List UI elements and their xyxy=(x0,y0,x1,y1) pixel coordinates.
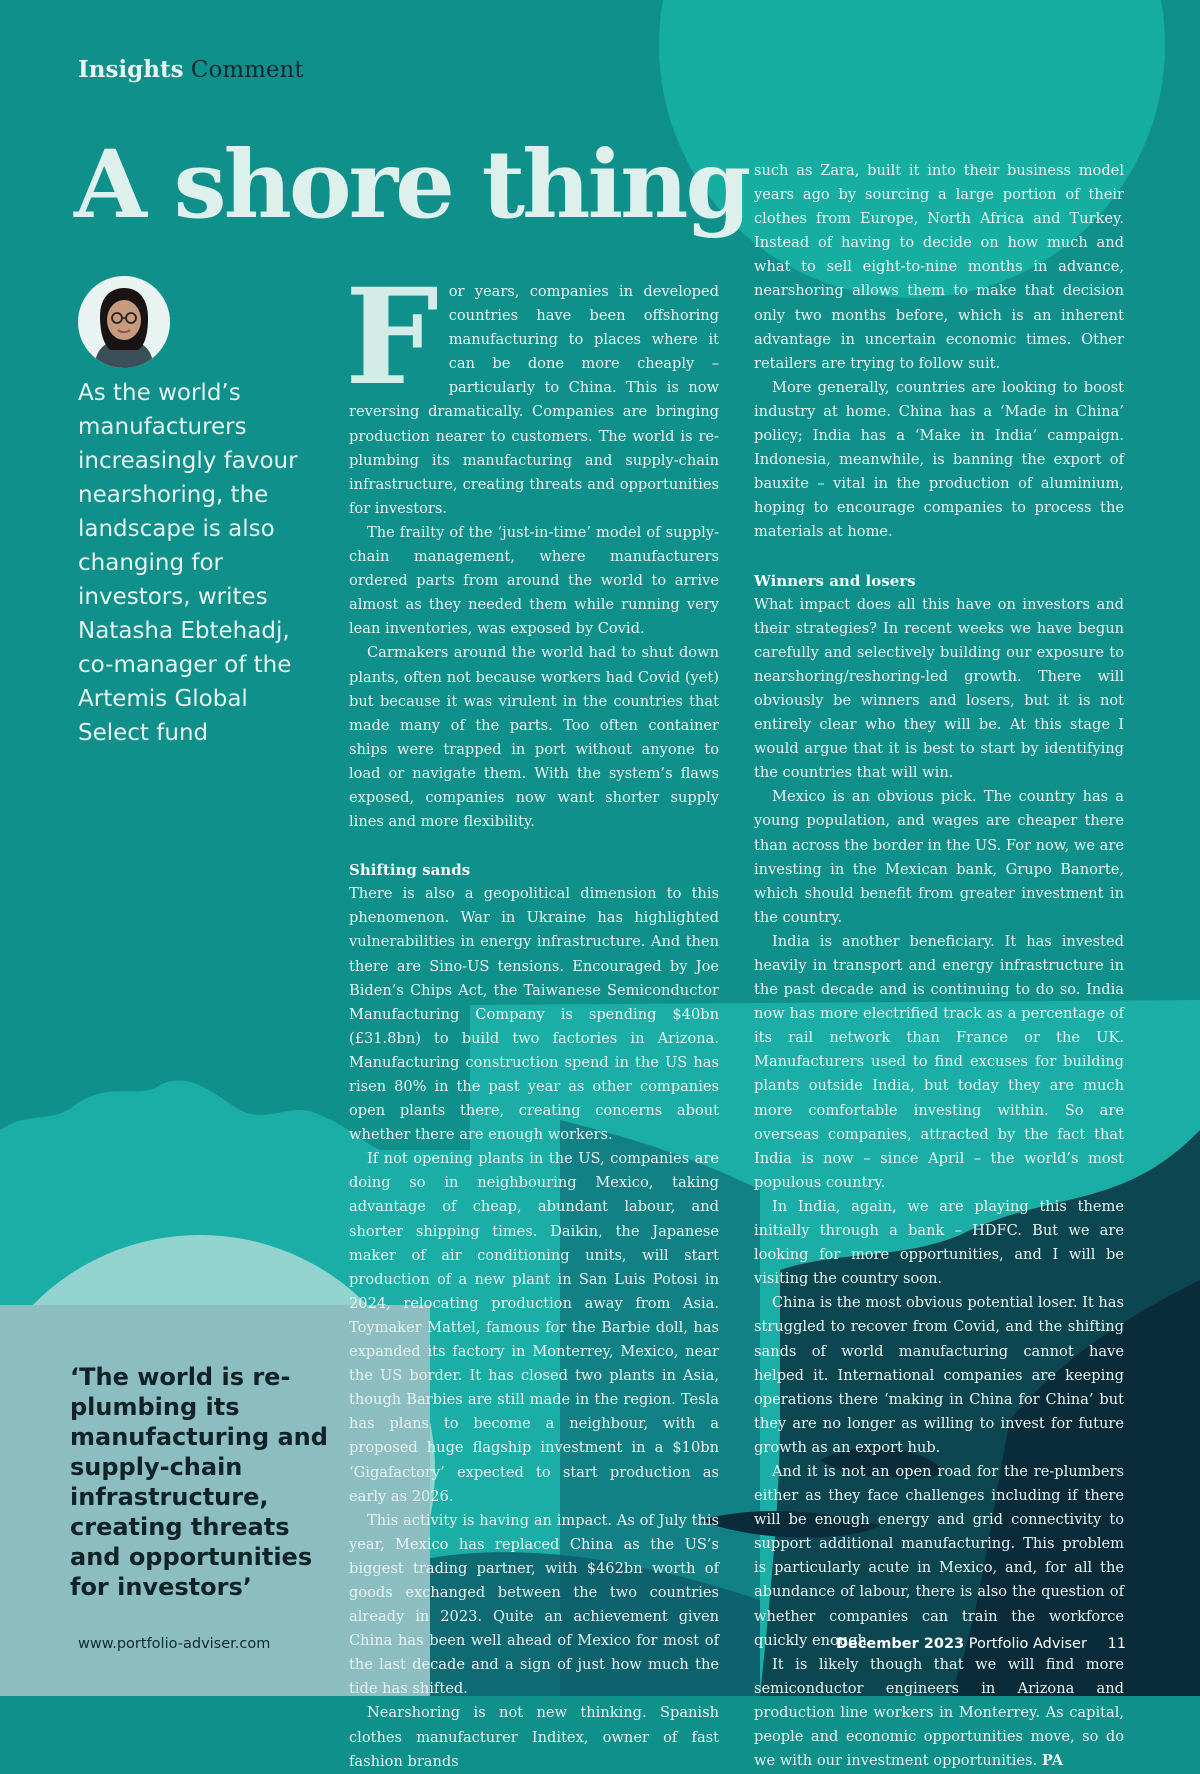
page-number: 11 xyxy=(1107,1636,1126,1652)
author-signoff: PA xyxy=(1041,1752,1064,1770)
subsection-label: Comment xyxy=(190,57,304,83)
paragraph: The frailty of the ‘just-in-time’ model of supply-chain management, where manufacturers ordered parts from around the world to arrive almost as they needed them while running very lean inventories, was exposed by Covid. xyxy=(349,523,719,638)
drop-cap: F xyxy=(345,260,439,415)
subheading: Shifting sands xyxy=(349,861,471,880)
paragraph: or years, companies in developed countries have been offshoring manufacturing to places where it can be done more cheaply – particularly to China. This is now reversing dramatically. Companies are bringing production nearer to customers. The world is re-plumbing its manufacturing and supply-chain infrastructure, creating threats and opportunities for investors. xyxy=(349,283,719,517)
article-title: A shore thing xyxy=(74,130,749,240)
article-column-2 xyxy=(754,159,1124,1773)
section-header xyxy=(78,56,304,83)
paragraph: In India, again, we are playing this theme initially through a bank – HDFC. But we are looking for more opportunities, and I will be visiting the country soon. xyxy=(754,1197,1124,1288)
paragraph xyxy=(754,1653,1124,1773)
paragraph: Nearshoring is not new thinking. Spanish clothes manufacturer Inditex, owner of fast fashion brands xyxy=(349,1704,719,1770)
author-portrait-icon xyxy=(78,276,170,368)
paragraph: If not opening plants in the US, companies are doing so in neighbouring Mexico, taking advantage of cheap, abundant labour, and shorter shipping times. Daikin, the Japanese maker of air conditioning units, will start production of a new plant in San Luis Potosi in 2024, relocating production away from Asia. Toymaker Mattel, famous for the Barbie doll, has expanded its factory in Monterrey, Mexico, near the US border. It has closed two plants in Asia, though Barbies are still made in the region. Tesla has plans to become a neighbour, with a proposed huge flagship investment in a $10bn ‘Gigafactory’ expected to start production as early as 2026. xyxy=(349,1150,719,1505)
paragraph: China is the most obvious potential loser. It has struggled to recover from Covid, and the shifting sands of world manufacturing cannot have helped it. International companies are keeping operations there ‘making in China for China’ but they are no longer as willing to invest for future growth as an export hub. xyxy=(754,1294,1124,1456)
footer-publication-info xyxy=(836,1636,1126,1652)
pull-quote: ‘The world is re-plumbing its manufacturing and supply-chain infrastructure, creating threats and opportunities for investors’ xyxy=(70,1363,328,1601)
publication-name: Portfolio Adviser xyxy=(968,1636,1087,1652)
paragraph: This activity is having an impact. As of July this year, Mexico has replaced China as the US’s biggest trading partner, with $462bn worth of goods exchanged between the two countries already in 2023. Quite an achievement given China has been well ahead of Mexico for most of the last decade and a sign of just how much the tide has shifted. xyxy=(349,1511,719,1698)
subheading: Winners and losers xyxy=(754,571,916,590)
paragraph-text: It is likely though that we will find more semiconductor engineers in Arizona and production line workers in Monterrey. As capital, people and economic opportunities move, so do we with our investment opportunities. xyxy=(754,1655,1124,1770)
article-column-1 xyxy=(345,260,719,1774)
paragraph: What impact does all this have on investors and their strategies? In recent weeks we have begun carefully and selectively building our exposure to nearshoring/reshoring-led growth. There will obviously be winners and losers, but it is not entirely clear who they will be. At this stage I would argue that it is best to start by identifying the countries that will win. xyxy=(754,595,1124,782)
paragraph: There is also a geopolitical dimension to this phenomenon. War in Ukraine has highlighted vulnerabilities in energy infrastructure. And then there are Sino-US tensions. Encouraged by Joe Biden’s Chips Act, the Taiwanese Semiconductor Manufacturing Company is spending $40bn (£31.8bn) to build two factories in Arizona. Manufacturing construction spend in the US has risen 80% in the past year as other companies open plants there, creating concerns about whether there are enough workers. xyxy=(349,885,719,1144)
issue-date: December 2023 xyxy=(835,1636,965,1652)
paragraph: such as Zara, built it into their business model years ago by sourcing a large portion of their clothes from Europe, North Africa and Turkey. Instead of having to decide on how much and what to sell eight-to-nine months in advance, nearshoring allows them to make that decision only two months before, which is an inherent advantage in uncertain economic times. Other retailers are trying to follow suit. xyxy=(754,162,1124,372)
paragraph: India is another beneficiary. It has invested heavily in transport and energy infrastructure in the past decade and is continuing to do so. India now has more electrified track as a percentage of its rail network than France or the UK. Manufacturers used to find excuses for building plants outside India, but today they are much more comfortable investing within. So are overseas companies, attracted by the fact that India is now – since April – the world’s most populous country. xyxy=(754,932,1124,1191)
paragraph: Mexico is an obvious pick. The country has a young population, and wages are cheaper there than across the border in the US. For now, we are investing in the Mexican bank, Grupo Banorte, which should benefit from greater investment in the country. xyxy=(754,788,1124,926)
paragraph: And it is not an open road for the re-plumbers either as they face challenges including if there will be enough energy and grid connectivity to support additional manufacturing. This problem is particularly acute in Mexico, and, for all the abundance of labour, there is also the question of whether companies can train the workforce quickly enough. xyxy=(754,1462,1124,1649)
standfirst: As the world’s manufacturers increasingly favour nearshoring, the landscape is also changing for investors, writes Natasha Ebtehadj, co-manager of the Artemis Global Select fund xyxy=(78,380,298,746)
paragraph: Carmakers around the world had to shut down plants, often not because workers had Covid (yet) but because it was virulent in the countries that made many of the parts. Too often container ships were trapped in port without anyone to load or navigate them. With the system’s flaws exposed, companies now want shorter supply lines and more flexibility. xyxy=(349,644,719,831)
paragraph: More generally, countries are looking to boost industry at home. China has a ‘Made in China’ policy; India has a ‘Make in India’ campaign. Indonesia, meanwhile, is banning the export of bauxite – vital in the production of aluminium, hoping to encourage companies to process the materials at home. xyxy=(754,378,1124,541)
footer-website[interactable]: www.portfolio-adviser.com xyxy=(78,1636,271,1652)
section-label: Insights xyxy=(78,56,184,83)
